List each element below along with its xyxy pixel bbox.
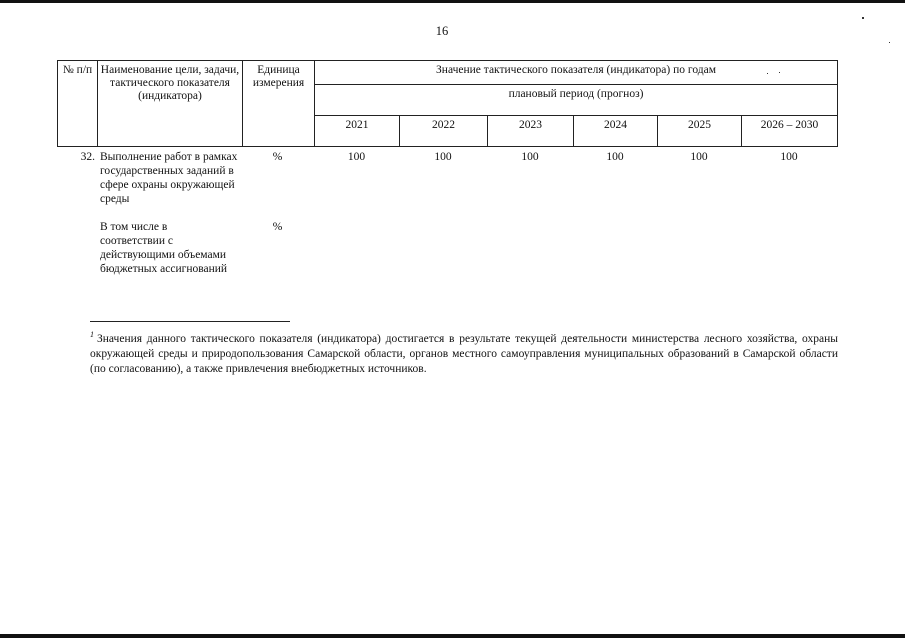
scan-speck xyxy=(779,72,780,73)
header-number: № п/п xyxy=(58,61,98,147)
header-values-by-year: Значение тактического показателя (индикатора) по годам xyxy=(315,61,838,85)
scan-speck xyxy=(767,73,768,74)
footnote-text: Значения данного тактического показателя (индикатора) достигается в результате текущей деятельности министерства лесного хозяйства, охраны окружающей среды и природопользования Самарской области, органов местного самоуправления муниципальных образований в Самарской области (по согласованию), а также привлечения внебюджетных источников. xyxy=(90,333,838,375)
indicator-table-header xyxy=(57,60,837,147)
row-value-2026-2030: 100 xyxy=(780,151,798,163)
row-unit: % xyxy=(272,151,283,163)
row-name: Выполнение работ в рамках государственных заданий в сфере охраны окружающей среды xyxy=(100,151,238,205)
header-name: Наименование цели, задачи, тактического показателя (индикатора) xyxy=(98,61,243,147)
row-value-2025: 100 xyxy=(690,151,708,163)
page-number: 16 xyxy=(435,24,449,38)
row-unit: % xyxy=(272,221,283,233)
scan-speck xyxy=(889,42,890,43)
scan-speck xyxy=(862,17,864,19)
header-year-2026-2030: 2026 – 2030 xyxy=(742,116,838,147)
page-top-border xyxy=(0,0,905,3)
row-value-2024: 100 xyxy=(606,151,624,163)
header-year-2025: 2025 xyxy=(658,116,742,147)
header-year-2023: 2023 xyxy=(488,116,574,147)
footnote xyxy=(90,327,838,377)
page-bottom-border xyxy=(0,634,905,638)
header-table xyxy=(57,60,838,147)
table-row xyxy=(57,150,837,210)
footnote-marker: 1 xyxy=(90,330,94,339)
table-row xyxy=(57,220,837,300)
footnote-separator xyxy=(90,321,290,322)
row-number: 32. xyxy=(80,151,95,163)
row-value-2022: 100 xyxy=(434,151,452,163)
row-name: В том числе в соответствии с действующими объемами бюджетных ассигнований xyxy=(100,221,228,275)
row-value-2023: 100 xyxy=(521,151,539,163)
row-value-2021: 100 xyxy=(347,151,366,163)
header-planned-period: плановый период (прогноз) xyxy=(315,85,838,116)
header-year-2024: 2024 xyxy=(574,116,658,147)
header-unit: Единица измерения xyxy=(243,61,315,147)
header-year-2022: 2022 xyxy=(400,116,488,147)
header-year-2021: 2021 xyxy=(315,116,400,147)
